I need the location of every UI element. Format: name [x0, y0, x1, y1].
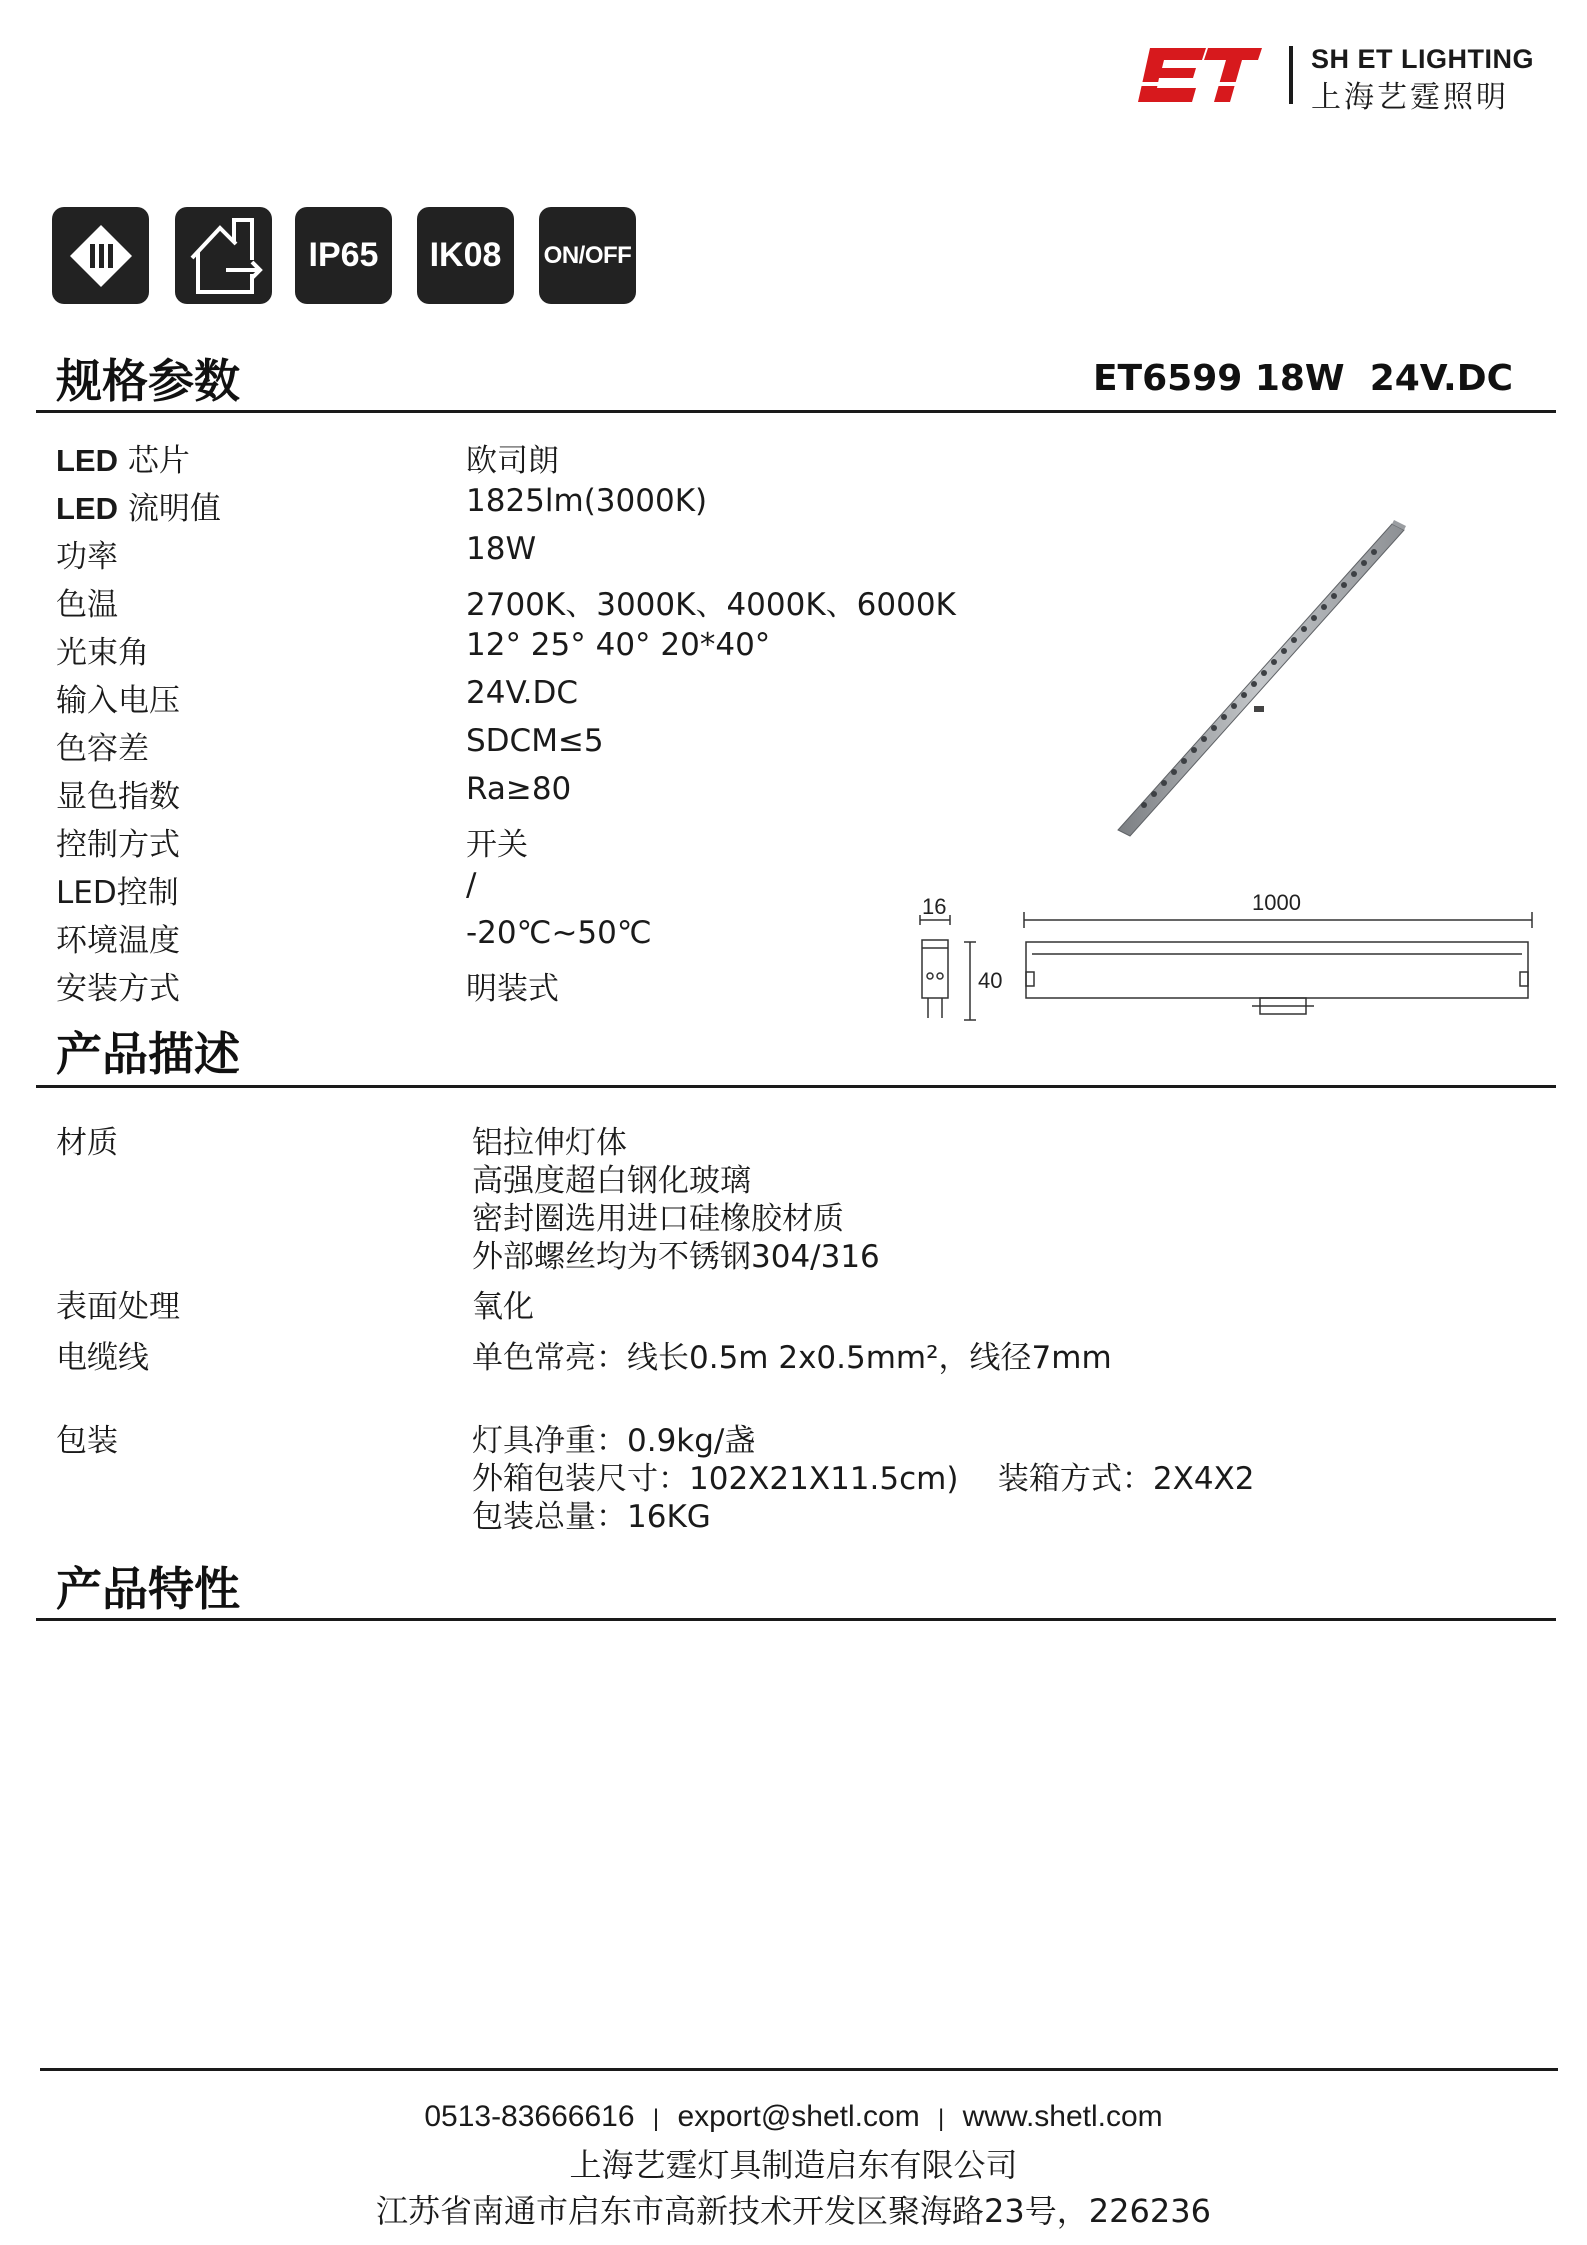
specs-heading: 规格参数	[56, 354, 240, 408]
spec-value: 24V.DC	[466, 675, 579, 711]
spec-row	[56, 723, 956, 771]
spec-row	[56, 867, 956, 915]
dim-height: 40	[978, 968, 1003, 993]
spec-value: 18W	[466, 531, 537, 567]
ip65-badge: IP65	[295, 207, 392, 304]
spec-value: 明装式	[466, 971, 559, 1007]
spec-label: 色容差	[56, 731, 149, 767]
footer-phone[interactable]: 0513-83666616	[424, 2100, 635, 2133]
spec-row	[56, 531, 956, 579]
spec-row	[56, 483, 956, 531]
spec-label: LED控制	[56, 875, 179, 911]
spec-value: 欧司朗	[466, 443, 559, 479]
spec-value: SDCM≤5	[466, 723, 604, 759]
spec-row	[56, 627, 956, 675]
dim-width: 16	[922, 894, 947, 919]
material-line: 密封圈选用进口硅橡胶材质	[472, 1201, 844, 1237]
description-heading: 产品描述	[56, 1027, 240, 1081]
spec-label: 色温	[56, 587, 118, 623]
class-iii-icon	[52, 207, 149, 304]
spec-row	[56, 771, 956, 819]
material-label: 材质	[56, 1125, 118, 1161]
package-line: 外箱包装尺寸：102X21X11.5cm) 装箱方式：2X4X2	[472, 1461, 1255, 1497]
spec-value: Ra≥80	[466, 771, 572, 807]
footer-company: 上海艺霆灯具制造启东有限公司	[569, 2146, 1018, 2184]
features-rule	[36, 1618, 1556, 1621]
footer-separator: |	[938, 2105, 945, 2132]
spec-row	[56, 963, 956, 1011]
ik08-badge: IK08	[417, 207, 514, 304]
spec-label: 输入电压	[56, 683, 180, 719]
surface-value: 氧化	[472, 1289, 534, 1325]
spec-value: 2700K、3000K、4000K、6000K	[466, 587, 956, 623]
footer-email[interactable]: export@shetl.com	[677, 2100, 920, 2133]
spec-value: /	[466, 867, 477, 903]
material-line: 高强度超白钢化玻璃	[472, 1163, 751, 1199]
spec-value: 开关	[466, 827, 528, 863]
on-off-badge: ON/OFF	[539, 207, 636, 304]
logo-divider	[1289, 46, 1293, 104]
footer-separator: |	[652, 2105, 660, 2132]
package-label: 包装	[56, 1423, 118, 1459]
spec-label: 显色指数	[56, 779, 180, 815]
brand-name-en: SH ET LIGHTING	[1311, 44, 1534, 74]
model-number: ET6599 18W 24V.DC	[1092, 358, 1513, 399]
spec-label: 功率	[56, 539, 118, 575]
package-line: 灯具净重：0.9kg/盏	[472, 1423, 756, 1459]
spec-row	[56, 435, 956, 483]
dim-length: 1000	[1252, 890, 1301, 915]
et-logo	[1136, 46, 1262, 104]
spec-label: 安装方式	[56, 971, 180, 1007]
spec-row	[56, 915, 956, 963]
spec-label: LED 流明值	[56, 491, 221, 527]
spec-label: LED 芯片	[56, 443, 190, 479]
surface-label: 表面处理	[56, 1289, 180, 1325]
indoor-outdoor-icon	[175, 207, 272, 304]
footer-rule	[40, 2068, 1558, 2071]
spec-row	[56, 675, 956, 723]
package-line: 包装总量：16KG	[472, 1499, 711, 1535]
spec-label: 环境温度	[56, 923, 180, 959]
cable-label: 电缆线	[56, 1340, 149, 1376]
product-image	[1108, 500, 1468, 860]
spec-row	[56, 579, 956, 627]
footer-contact	[0, 2100, 1587, 2134]
description-rule	[36, 1085, 1556, 1088]
specs-rule	[36, 410, 1556, 413]
spec-label: 光束角	[56, 635, 149, 671]
material-line: 外部螺丝均为不锈钢304/316	[472, 1239, 880, 1275]
cable-value: 单色常亮：线长0.5m 2x0.5mm²，线径7mm	[472, 1340, 1112, 1376]
spec-value: -20℃~50℃	[466, 915, 652, 951]
dimension-drawing	[908, 880, 1548, 1030]
spec-label: 控制方式	[56, 827, 180, 863]
features-heading: 产品特性	[56, 1562, 240, 1616]
material-line: 铝拉伸灯体	[472, 1125, 627, 1161]
spec-row	[56, 819, 956, 867]
brand-name-cn: 上海艺霆照明	[1311, 80, 1509, 115]
footer-website[interactable]: www.shetl.com	[962, 2100, 1163, 2133]
spec-value: 1825lm(3000K)	[466, 483, 708, 519]
spec-value: 12° 25° 40° 20*40°	[466, 627, 771, 663]
footer-address: 江苏省南通市启东市高新技术开发区聚海路23号，226236	[376, 2192, 1211, 2230]
